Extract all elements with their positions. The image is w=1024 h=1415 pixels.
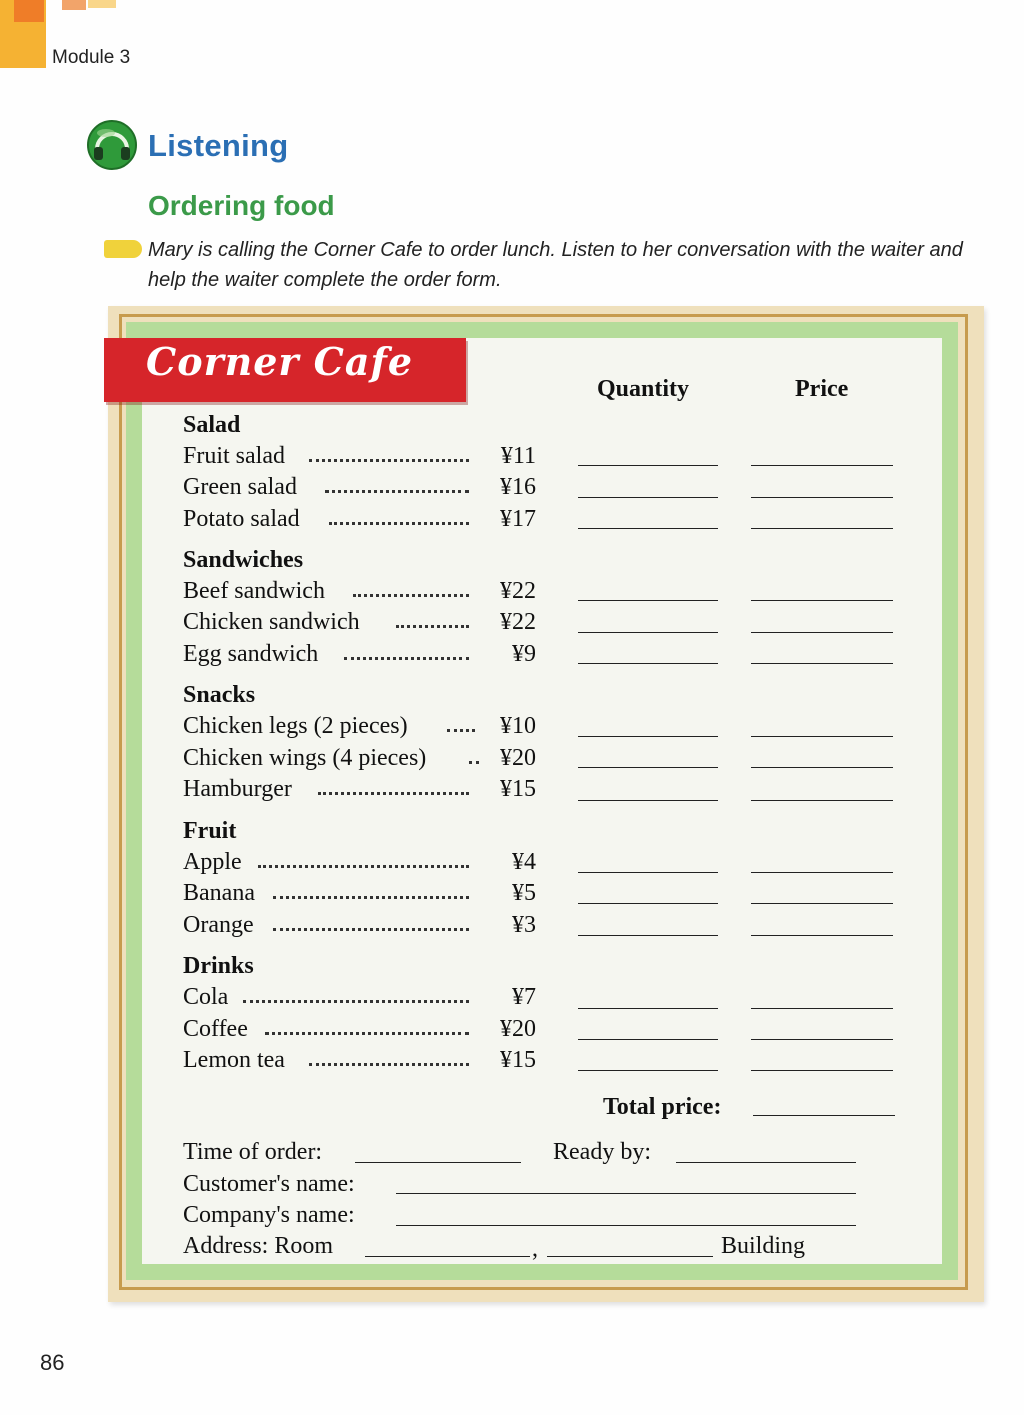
dot-leader [325,487,469,493]
subsection-title: Ordering food [148,190,335,221]
category-heading: Sandwiches [183,547,304,573]
quantity-blank[interactable] [578,528,718,529]
dot-leader [258,862,469,868]
menu-item-name: Fruit salad [183,443,285,469]
page-number: 86 [40,1350,65,1375]
menu-item-name: Apple [183,849,242,875]
menu-item-price: ¥17 [500,506,536,532]
time-of-order-label: Time of order: [183,1139,323,1165]
price-blank[interactable] [751,1008,893,1009]
customer-name-label: Customer's name: [183,1171,355,1197]
price-blank[interactable] [751,663,893,664]
quantity-blank[interactable] [578,600,718,601]
dot-leader [243,997,469,1003]
menu-item-name: Cola [183,984,229,1010]
dot-leader [447,726,475,732]
quantity-blank[interactable] [578,767,718,768]
dot-leader [396,622,469,628]
corner-decoration [62,0,86,10]
building-blank[interactable] [547,1256,713,1257]
menu-item-name: Coffee [183,1016,248,1042]
menu-item-name: Orange [183,912,254,938]
cafe-title: Corner Cafe [146,339,414,384]
ready-by-blank[interactable] [676,1162,856,1163]
menu-item-price: ¥4 [512,849,536,875]
menu-item-name: Potato salad [183,506,300,532]
menu-item-price: ¥7 [512,984,536,1010]
menu-item-name: Hamburger [183,776,292,802]
quantity-blank[interactable] [578,1070,718,1071]
menu-item-price: ¥5 [512,880,536,906]
price-column-header: Price [795,376,849,402]
dot-leader [309,1060,469,1066]
quantity-blank[interactable] [578,1008,718,1009]
quantity-blank[interactable] [578,465,718,466]
instructions-text: Mary is calling the Corner Cafe to order lunch. Listen to her conversation with the waiter and help the waiter complete the order form. [148,239,963,291]
dot-leader [344,654,469,660]
price-blank[interactable] [751,1039,893,1040]
menu-item-name: Chicken sandwich [183,609,360,635]
category-heading: Snacks [183,682,256,708]
quantity-blank[interactable] [578,497,718,498]
quantity-blank[interactable] [578,632,718,633]
menu-item-price: ¥11 [500,443,536,469]
quantity-blank[interactable] [578,1039,718,1040]
module-label: Module 3 [52,47,131,68]
menu-item-name: Chicken wings (4 pieces) [183,745,427,771]
menu-item-name: Egg sandwich [183,641,319,667]
dot-leader [318,789,469,795]
customer-name-blank[interactable] [396,1193,856,1194]
price-blank[interactable] [751,767,893,768]
dot-leader [469,758,479,764]
menu-item-price: ¥15 [500,776,536,802]
bullet-marker [104,240,142,258]
quantity-blank[interactable] [578,903,718,904]
category-heading: Salad [183,412,241,438]
total-price-blank[interactable] [753,1115,895,1116]
category-heading: Fruit [183,818,237,844]
price-blank[interactable] [751,800,893,801]
quantity-blank[interactable] [578,800,718,801]
menu-item-price: ¥3 [512,912,536,938]
price-blank[interactable] [751,903,893,904]
menu-item-name: Banana [183,880,255,906]
dot-leader [273,925,469,931]
section-title: Listening [148,128,289,163]
corner-decoration [14,0,44,22]
category-heading: Drinks [183,953,254,979]
menu-item-price: ¥20 [500,1016,536,1042]
company-name-blank[interactable] [396,1225,856,1226]
menu-item-price: ¥22 [500,609,536,635]
price-blank[interactable] [751,872,893,873]
price-blank[interactable] [751,528,893,529]
quantity-blank[interactable] [578,872,718,873]
total-price-label: Total price: [603,1094,722,1120]
price-blank[interactable] [751,497,893,498]
menu-item-name: Beef sandwich [183,578,325,604]
menu-item-price: ¥16 [500,474,536,500]
menu-item-price: ¥22 [500,578,536,604]
address-room-label: Address: Room [183,1233,333,1259]
menu-item-price: ¥9 [512,641,536,667]
price-blank[interactable] [751,600,893,601]
quantity-blank[interactable] [578,663,718,664]
ready-by-label: Ready by: [553,1139,651,1165]
menu-item-name: Lemon tea [183,1047,285,1073]
menu-item-name: Chicken legs (2 pieces) [183,713,408,739]
room-blank[interactable] [365,1256,530,1257]
price-blank[interactable] [751,1070,893,1071]
price-blank[interactable] [751,736,893,737]
time-of-order-blank[interactable] [355,1162,521,1163]
corner-decoration [88,0,116,8]
menu-item-price: ¥10 [500,713,536,739]
quantity-blank[interactable] [578,736,718,737]
dot-leader [329,519,469,525]
quantity-column-header: Quantity [597,376,690,402]
dot-leader [353,591,469,597]
quantity-blank[interactable] [578,935,718,936]
dot-leader [309,456,469,462]
dot-leader [273,893,469,899]
price-blank[interactable] [751,465,893,466]
price-blank[interactable] [751,632,893,633]
price-blank[interactable] [751,935,893,936]
company-name-label: Company's name: [183,1202,355,1228]
address-separator: , [532,1236,538,1262]
building-label: Building [721,1233,806,1259]
menu-item-price: ¥15 [500,1047,536,1073]
dot-leader [265,1029,469,1035]
headphones-icon [86,119,138,171]
menu-item-name: Green salad [183,474,297,500]
menu-item-price: ¥20 [500,745,536,771]
